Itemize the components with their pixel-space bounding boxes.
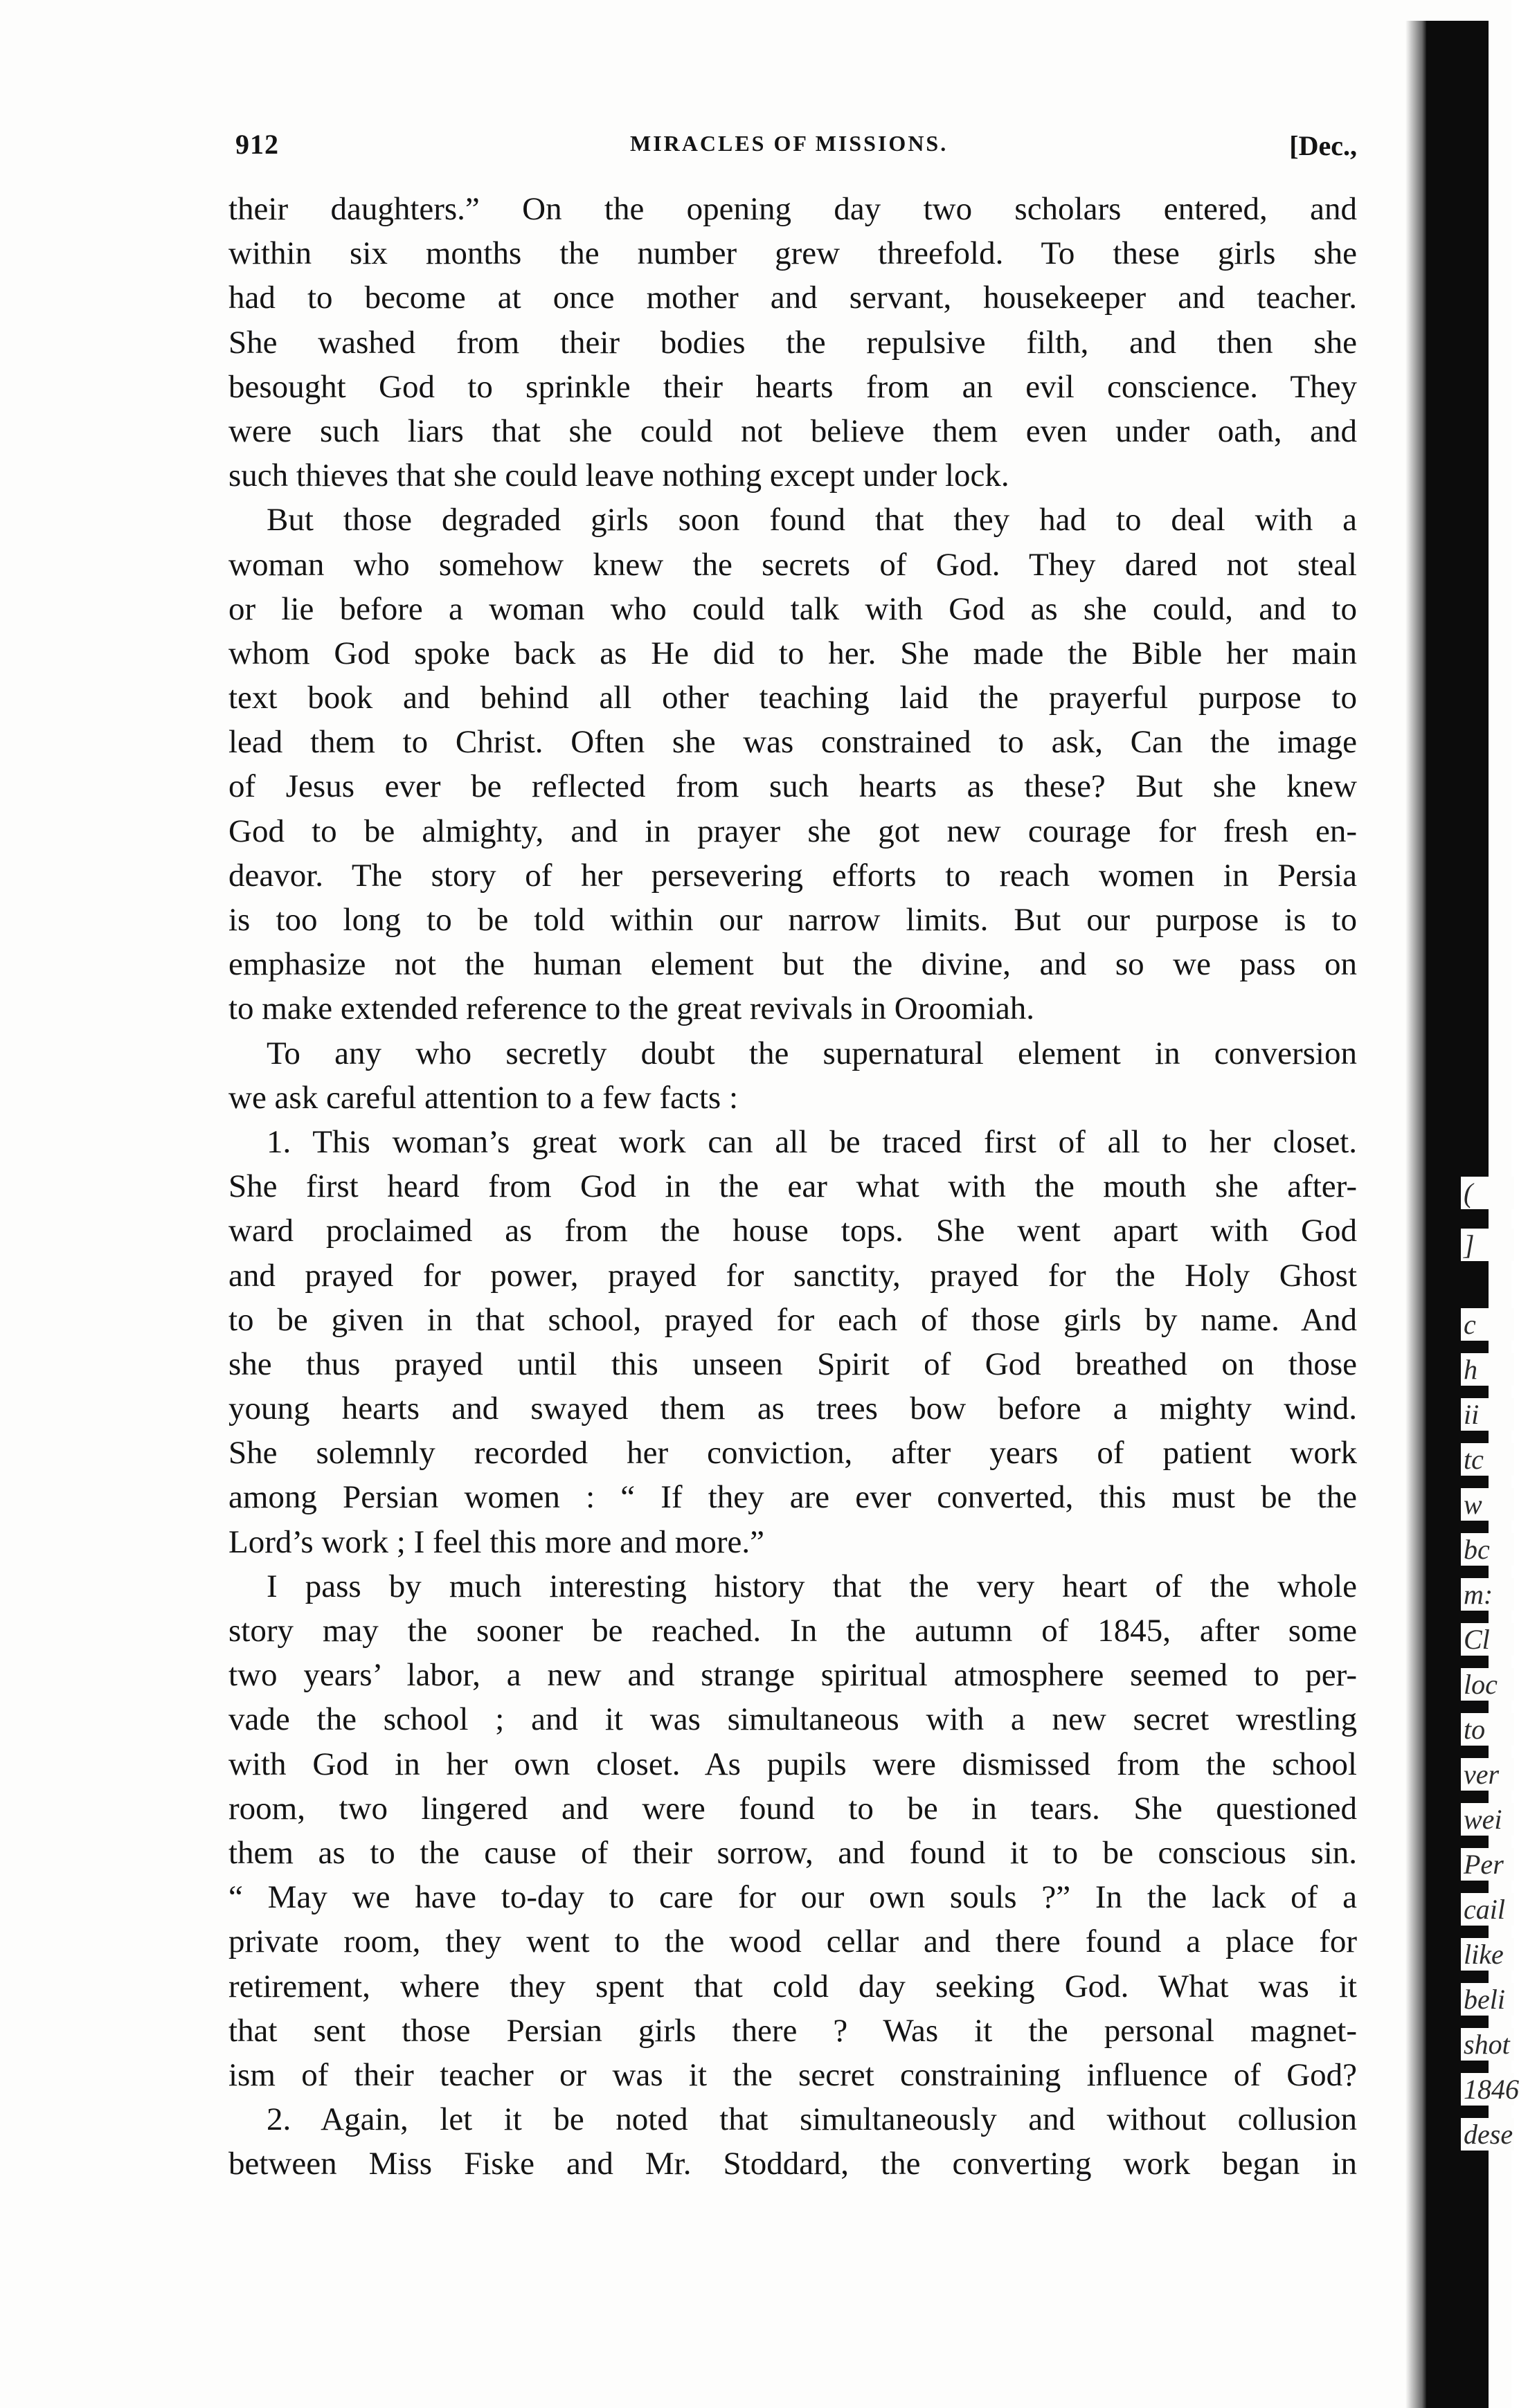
- facing-page-fragment: 1846: [1461, 2073, 1514, 2106]
- text-line: their daughters.” On the opening day two scholars entered, and: [228, 191, 1357, 227]
- paragraph-start: 1. This woman’s great work can all be traced first of all to her closet.: [267, 1123, 1357, 1160]
- facing-page-fragment: ]: [1461, 1229, 1514, 1261]
- running-head: MIRACLES OF MISSIONS.: [630, 131, 949, 156]
- running-date: [Dec.,: [1289, 130, 1357, 161]
- text-line: within six months the number grew threefold. To these girls she: [228, 235, 1357, 272]
- facing-page-fragment: ii: [1461, 1398, 1514, 1431]
- facing-page-fragment: w: [1461, 1488, 1514, 1521]
- text-line: vade the school ; and it was simultaneous with a new secret wrestling: [228, 1701, 1357, 1738]
- paragraph-start: I pass by much interesting history that the very heart of the whole: [267, 1568, 1357, 1604]
- text-line: She washed from their bodies the repulsive filth, and then she: [228, 324, 1357, 361]
- facing-page-fragment: (: [1461, 1177, 1514, 1209]
- text-line: lead them to Christ. Often she was constrained to ask, Can the image: [228, 724, 1357, 761]
- text-line: is too long to be told within our narrow limits. But our purpose is to: [228, 902, 1357, 938]
- facing-page-fragment: h: [1461, 1353, 1514, 1386]
- facing-page-fragment: cail: [1461, 1893, 1514, 1926]
- text-line: such thieves that she could leave nothing except under lock.: [228, 458, 1009, 494]
- page-number: 912: [235, 129, 279, 160]
- text-line: deavor. The story of her persevering efforts to reach women in Persia: [228, 857, 1357, 894]
- text-line: and prayed for power, prayed for sanctity, prayed for the Holy Ghost: [228, 1257, 1357, 1294]
- facing-page-fragment: m:: [1461, 1578, 1514, 1611]
- text-line: of Jesus ever be reflected from such hearts as these? But she knew: [228, 768, 1357, 805]
- facing-page-fragment: to: [1461, 1713, 1514, 1746]
- text-line: She solemnly recorded her conviction, after years of patient work: [228, 1435, 1357, 1472]
- facing-page-fragment: wei: [1461, 1803, 1514, 1836]
- facing-page-fragment: like: [1461, 1938, 1514, 1971]
- text-line: woman who somehow knew the secrets of God. They dared not steal: [228, 546, 1357, 583]
- facing-page-fragment: tc: [1461, 1443, 1514, 1476]
- text-line: two years’ labor, a new and strange spiritual atmosphere seemed to per-: [228, 1657, 1357, 1694]
- paragraph-start: But those degraded girls soon found that they had to deal with a: [267, 502, 1357, 538]
- text-line: with God in her own closet. As pupils were dismissed from the school: [228, 1746, 1357, 1782]
- facing-page-fragment: dese: [1461, 2118, 1514, 2151]
- text-line: besought God to sprinkle their hearts from an evil conscience. They: [228, 368, 1357, 405]
- text-line: were such liars that she could not believe them even under oath, and: [228, 413, 1357, 449]
- gutter-shadow: [1405, 21, 1426, 2408]
- text-line: between Miss Fiske and Mr. Stoddard, the converting work began in: [228, 2146, 1357, 2182]
- facing-page-fragment: loc: [1461, 1668, 1514, 1701]
- facing-page-fragment: c: [1461, 1308, 1514, 1341]
- text-line: she thus prayed until this unseen Spirit of God breathed on those: [228, 1346, 1357, 1382]
- text-line: among Persian women : “ If they are ever converted, this must be the: [228, 1479, 1357, 1516]
- text-line: ward proclaimed as from the house tops. She went apart with God: [228, 1213, 1357, 1249]
- facing-page-fragment: Per: [1461, 1848, 1514, 1881]
- page-header: [235, 128, 1357, 170]
- text-line: “ May we have to-day to care for our own souls ?” In the lack of a: [228, 1879, 1357, 1916]
- text-line: had to become at once mother and servant, housekeeper and teacher.: [228, 280, 1357, 316]
- text-line: private room, they went to the wood cellar and there found a place for: [228, 1923, 1357, 1960]
- facing-page-fragment: shot: [1461, 2028, 1514, 2061]
- paragraph-start: 2. Again, let it be noted that simultaneously and without collusion: [267, 2101, 1357, 2138]
- text-line: Lord’s work ; I feel this more and more.”: [228, 1523, 764, 1560]
- text-line: young hearts and swayed them as trees bow before a mighty wind.: [228, 1391, 1357, 1427]
- text-line: them as to the cause of their sorrow, and found it to be conscious sin.: [228, 1834, 1357, 1871]
- text-line: ism of their teacher or was it the secret constraining influence of God?: [228, 2056, 1357, 2093]
- text-line: God to be almighty, and in prayer she got new courage for fresh en-: [228, 813, 1357, 849]
- text-line: to be given in that school, prayed for each of those girls by name. And: [228, 1301, 1357, 1338]
- text-line: or lie before a woman who could talk with God as she could, and to: [228, 590, 1357, 627]
- facing-page-fragment: bc: [1461, 1533, 1514, 1566]
- body-text: [228, 187, 1357, 2186]
- text-line: to make extended reference to the great revivals in Oroomiah.: [228, 990, 1035, 1027]
- text-line: that sent those Persian girls there ? Was it the personal magnet-: [228, 2012, 1357, 2049]
- paragraph-start: To any who secretly doubt the supernatural element in conversion: [267, 1035, 1357, 1071]
- facing-page-fragment: beli: [1461, 1983, 1514, 2016]
- text-line: whom God spoke back as He did to her. She made the Bible her main: [228, 635, 1357, 671]
- text-line: She first heard from God in the ear what with the mouth she after-: [228, 1168, 1357, 1205]
- text-line: retirement, where they spent that cold day seeking God. What was it: [228, 1968, 1357, 2004]
- text-line: story may the sooner be reached. In the autumn of 1845, after some: [228, 1613, 1357, 1649]
- text-line: room, two lingered and were found to be in tears. She questioned: [228, 1790, 1357, 1827]
- facing-page-fragment: Cl: [1461, 1623, 1514, 1656]
- text-line: text book and behind all other teaching laid the prayerful purpose to: [228, 680, 1357, 716]
- text-line: emphasize not the human element but the divine, and so we pass on: [228, 946, 1357, 983]
- facing-page-fragment: ver: [1461, 1758, 1514, 1791]
- text-line: we ask careful attention to a few facts :: [228, 1079, 739, 1116]
